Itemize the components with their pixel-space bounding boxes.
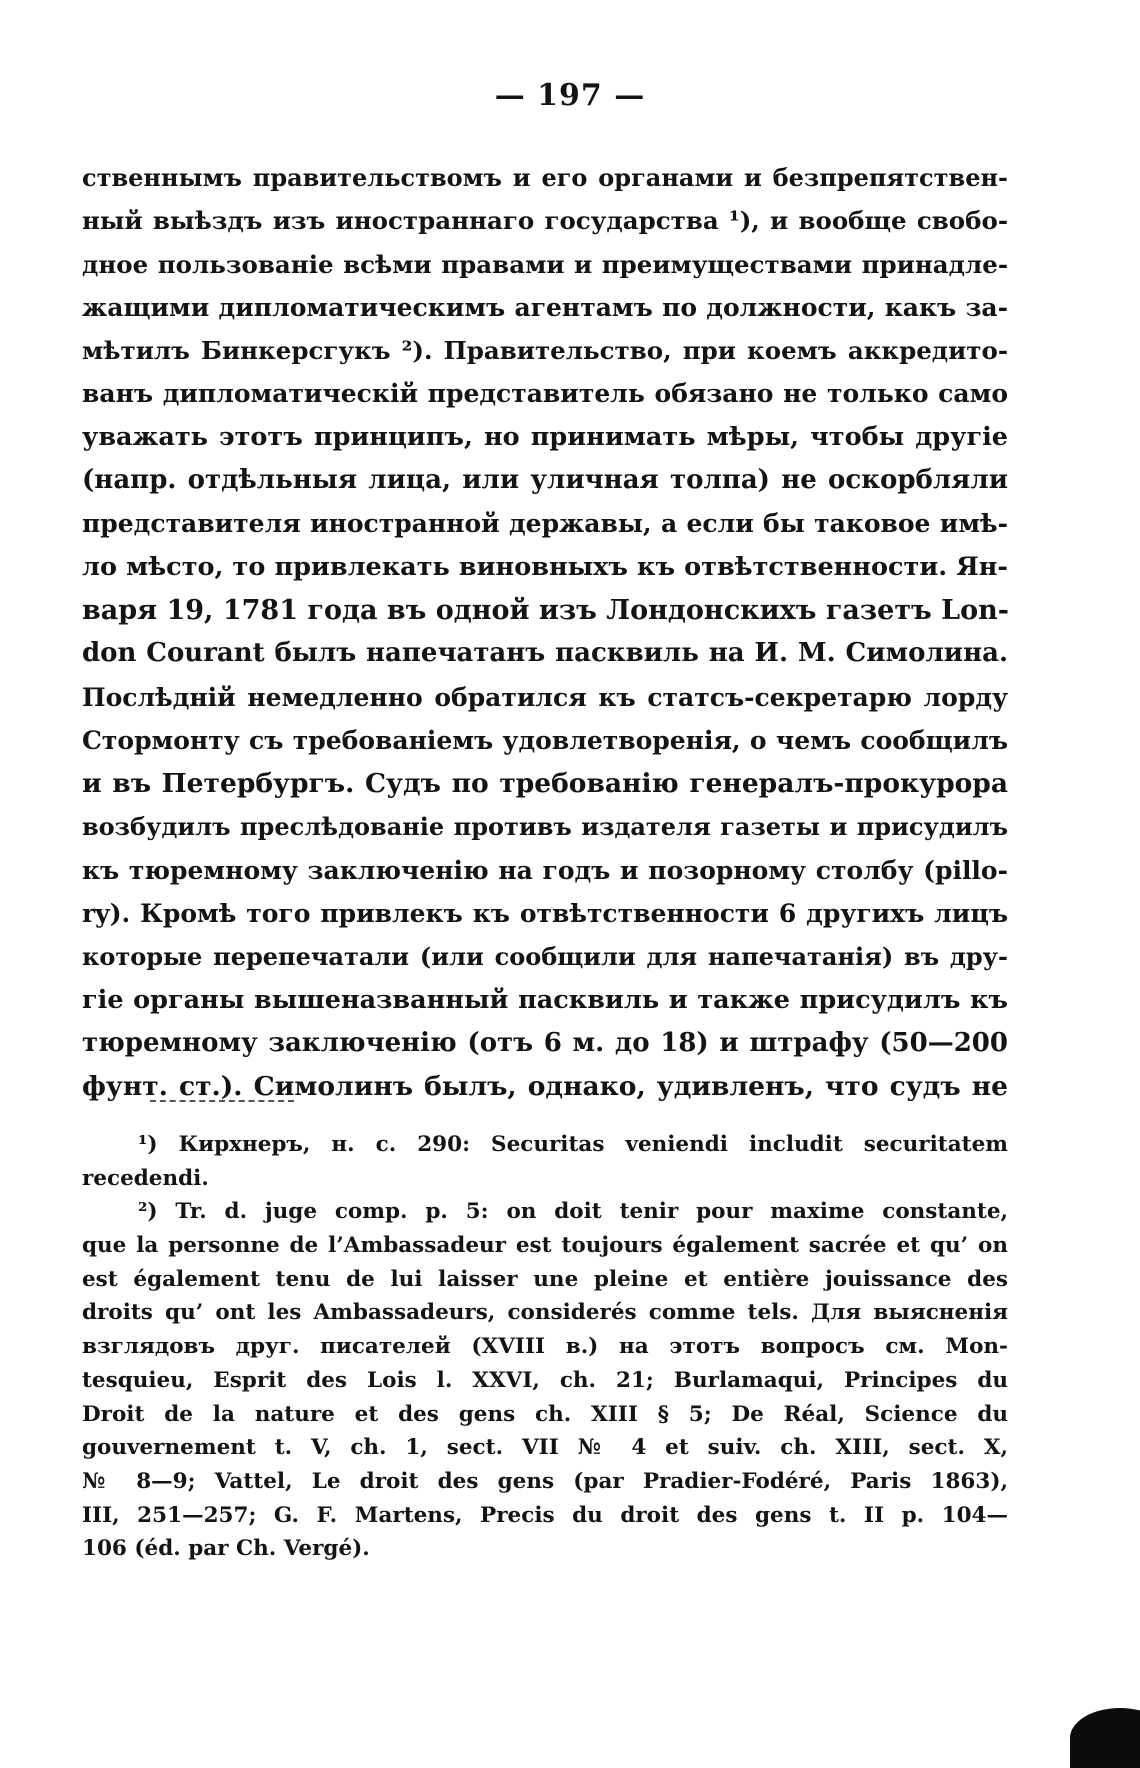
footnote-line: est également tenu de lui laisser une pleine et entière jouissance des — [82, 1266, 1008, 1292]
text-line: ный выѣздъ изъ иностраннаго государства ¹), и вообще свобо- — [82, 206, 1008, 236]
text-line: ry). Кромѣ того привлекъ къ отвѣтственности 6 другихъ лицъ — [82, 899, 1008, 929]
text-line: гіе органы вышеназванный пасквиль и также присудилъ къ — [82, 984, 1008, 1015]
text-line: ственнымъ правительствомъ и его органами и безпрепятствен- — [82, 163, 1008, 192]
footnote-line: ²) Tr. d. juge comp. p. 5: on doit tenir pour maxime constante, — [138, 1199, 1008, 1225]
text-line: мѣтилъ Бинкерсгукъ ²). Правительство, при коемъ аккредито- — [82, 336, 1008, 366]
footnote-line: 106 (éd. par Ch. Vergé). — [82, 1536, 370, 1562]
text-line: и въ Петербургъ. Судъ по требованію генералъ-прокурора — [82, 768, 1008, 800]
text-line: дное пользованіе всѣми правами и преимуществами принадле- — [82, 249, 1008, 279]
text-line: Стормонту съ требованіемъ удовлетворенія, о чемъ сообщилъ — [82, 725, 1008, 755]
text-line: Послѣдній немедленно обратился къ статсъ-секретарю лорду — [82, 682, 1008, 712]
text-line: don Courant былъ напечатанъ пасквиль на И. М. Симолина. — [82, 638, 1008, 669]
text-line: ванъ дипломатическій представитель обязано не только само — [82, 379, 1008, 409]
text-line: къ тюремному заключенію на годъ и позорному столбу (pillo- — [82, 855, 1008, 885]
text-line: уважать этотъ принципъ, но принимать мѣры, чтобы другіе — [82, 421, 1008, 452]
text-line: (напр. отдѣльныя лица, или уличная толпа) не оскорбляли — [82, 465, 1008, 496]
text-line: которые перепечатали (или сообщили для напечатанія) въ дру- — [82, 942, 1008, 972]
text-line: фунт. ст.). Симолинъ былъ, однако, удивленъ, что судъ не — [82, 1071, 1008, 1103]
scan-ink-blot — [1070, 1708, 1140, 1768]
footnote-line: tesquieu, Esprit des Lois l. XXVI, ch. 21; Burlamaqui, Principes du — [82, 1367, 1008, 1393]
footnote-line: № 8—9; Vattel, Le droit des gens (par Pradier-Fodéré, Paris 1863), — [82, 1468, 1008, 1494]
footnote-line: que la personne de l’Ambassadeur est toujours également sacrée et qu’ on — [82, 1233, 1008, 1259]
page-number: — 197 — — [494, 78, 646, 113]
footnote-line: III, 251—257; G. F. Martens, Precis du droit des gens t. II p. 104— — [82, 1502, 1008, 1528]
footnote-line: взглядовъ друг. писателей (XVIII в.) на этотъ вопросъ см. Mon- — [82, 1334, 1008, 1360]
text-line: тюремному заключенію (отъ 6 м. до 18) и штрафу (50—200 — [82, 1027, 1008, 1058]
text-line: варя 19, 1781 года въ одной изъ Лондонскихъ газетъ Lon- — [82, 594, 1009, 626]
footnote-line: droits qu’ ont les Ambassadeurs, considerés comme tels. Для выясненія — [82, 1300, 1008, 1326]
text-line: ло мѣсто, то привлекать виновныхъ къ отвѣтственности. Ян- — [82, 551, 1008, 582]
footnote-line: ¹) Кирхнеръ, н. с. 290: Securitas veniendi includit securitatem — [138, 1132, 1008, 1157]
footnote-separator — [150, 1100, 294, 1102]
text-line: представителя иностранной державы, а если бы таковое имѣ- — [82, 509, 1008, 539]
main-text-block — [82, 156, 1008, 1109]
text-line: жащими дипломатическимъ агентамъ по должности, какъ за- — [82, 292, 1008, 322]
footnote-line: recedendi. — [82, 1165, 209, 1191]
text-line: возбудилъ преслѣдованіе противъ издателя газеты и присудилъ — [82, 812, 1008, 842]
footnote-line: Droit de la nature et des gens ch. XIII § 5; De Réal, Science du — [82, 1401, 1008, 1427]
footnote-line: gouvernement t. V, ch. 1, sect. VII № 4 et suiv. ch. XIII, sect. X, — [82, 1435, 1008, 1461]
footnotes-block — [82, 1128, 1008, 1566]
